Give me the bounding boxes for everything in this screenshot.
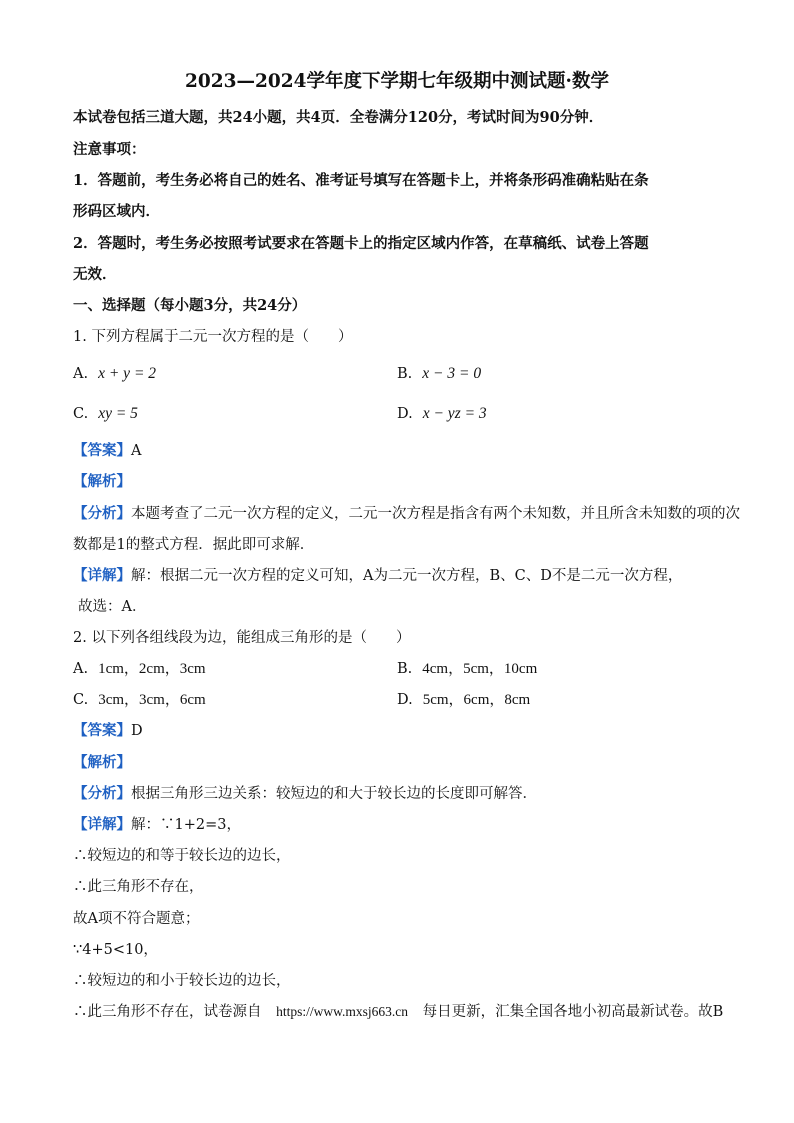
source-link[interactable]: https://www.mxsj663.cn — [276, 1004, 408, 1019]
q2-answer: 【答案】D — [73, 722, 143, 739]
q2-detail-line-5: ∵4+5<10， — [73, 942, 158, 958]
analysis-tag: 【解析】 — [73, 754, 131, 771]
q2-option-a: A. 1cm，2cm，3cm — [73, 661, 206, 677]
answer-tag: 【答案】 — [73, 442, 131, 459]
q1-option-b: B. x − 3 = 0 — [397, 365, 482, 382]
q1-detail-line-1: 【详解】解：根据二元一次方程的定义可知，A为二元一次方程，B、C、D不是二元一次方程， — [73, 567, 683, 584]
q2-stem: 2. 以下列各组线段为边，能组成三角形的是（ ） — [73, 630, 411, 646]
section-heading: 一、选择题（每小题3分，共24分） — [73, 297, 307, 314]
notes-heading: 注意事项： — [73, 141, 146, 158]
q2-detail-line-2: ∴较短边的和等于较长边的边长， — [73, 848, 291, 864]
q1-option-a: A. x + y = 2 — [73, 365, 157, 382]
q2-option-d: D. 5cm，6cm，8cm — [397, 692, 531, 708]
note-1-line-1: 1．答题前，考生务必将自己的姓名、准考证号填写在答题卡上，并将条形码准确粘贴在条 — [73, 172, 649, 189]
answer-tag: 【答案】 — [73, 722, 131, 739]
note-2-line-1: 2．答题时，考生务必按照考试要求在答题卡上的指定区域内作答，在草稿纸、试卷上答题 — [73, 235, 649, 252]
q1-answer: 【答案】A — [73, 442, 142, 459]
q2-option-b: B. 4cm，5cm，10cm — [397, 661, 538, 677]
fenxi-tag: 【分析】 — [73, 785, 131, 802]
q1-option-c: C. xy = 5 — [73, 405, 138, 422]
q2-detail-line-1: 【详解】解：∵1+2=3， — [73, 816, 241, 833]
q1-detail-line-2: 故选：A． — [78, 599, 147, 615]
q2-fenxi-line-1: 【分析】根据三角形三边关系：较短边的和大于较长边的长度即可解答． — [73, 785, 537, 802]
q2-analysis — [73, 753, 131, 773]
q2-detail-line-3: ∴此三角形不存在， — [73, 879, 204, 895]
q2-detail-line-7: ∴此三角形不存在，试卷源自 https://www.mxsj663.cn 每日更新，汇集全国各地小初高最新试卷。故B — [73, 1004, 724, 1020]
analysis-tag: 【解析】 — [73, 473, 131, 490]
exam-intro: 本试卷包括三道大题，共24小题，共4页．全卷满分120分，考试时间为90分钟． — [73, 109, 604, 126]
q1-fenxi-line-2: 数都是1的整式方程．据此即可求解． — [73, 537, 315, 553]
q2-detail-line-6: ∴较短边的和小于较长边的边长， — [73, 973, 291, 989]
q1-stem: 1. 下列方程属于二元一次方程的是（ ） — [73, 329, 353, 345]
q1-option-d: D. x − yz = 3 — [397, 405, 487, 422]
q1-fenxi-line-1: 【分析】本题考查了二元一次方程的定义，二元一次方程是指含有两个未知数，并且所含未知数的项的次 — [73, 505, 740, 522]
q2-option-c: C. 3cm，3cm，6cm — [73, 692, 206, 708]
note-1-line-2: 形码区域内． — [73, 203, 160, 220]
q2-detail-line-4: 故A项不符合题意； — [73, 911, 200, 927]
q1-analysis — [73, 472, 131, 492]
detail-tag: 【详解】 — [73, 567, 131, 584]
note-2-line-2: 无效． — [73, 266, 117, 283]
page-title: 2023—2024学年度下学期七年级期中测试题·数学 — [185, 71, 609, 92]
fenxi-tag: 【分析】 — [73, 505, 131, 522]
detail-tag: 【详解】 — [73, 816, 131, 833]
